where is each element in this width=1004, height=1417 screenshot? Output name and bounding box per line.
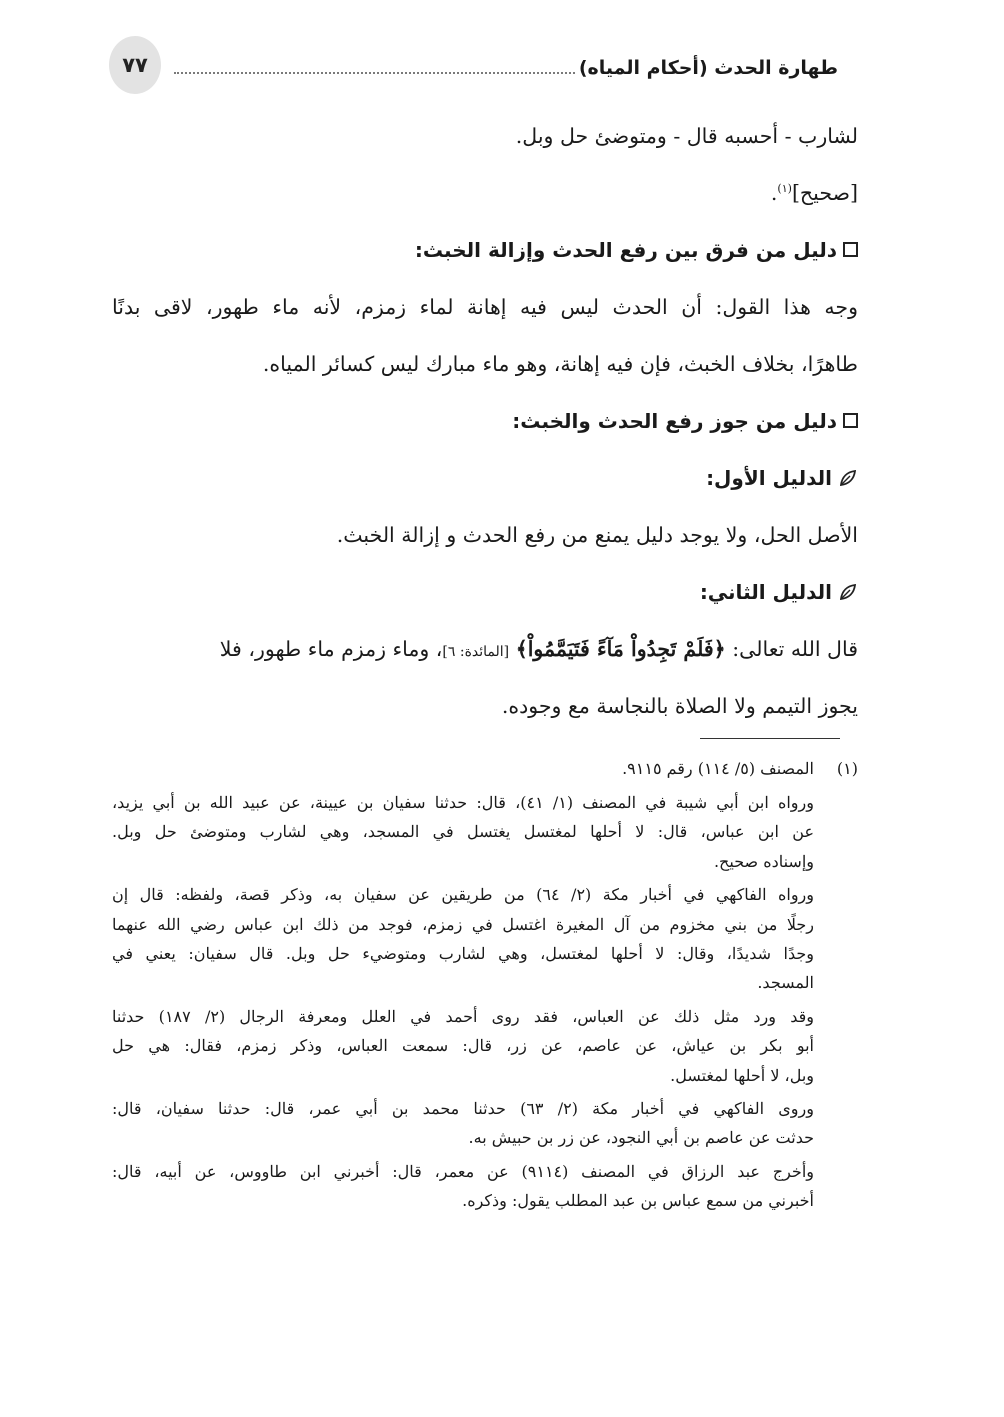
section-heading <box>112 222 858 279</box>
text-line: وجه هذا القول: أن الحدث ليس فيه إهانة لماء زمزم، لأنه ماء طهور، لاقى بدنًا <box>112 295 858 319</box>
footnote-marker[interactable]: (١) <box>777 182 792 196</box>
evidence-heading <box>112 450 858 507</box>
checkbox-square-icon <box>843 413 858 428</box>
verse-line <box>112 621 858 678</box>
footnote-line: وإسناده صحيح. <box>713 851 814 871</box>
footnote-line: وأخرج عبد الرزاق في المصنف (٩١١٤) عن معمر، قال: أخبرني ابن طاووس، عن أبيه، قال: <box>112 1161 814 1181</box>
evidence-heading-text: الدليل الأول: <box>706 466 832 490</box>
evidence-heading <box>112 564 858 621</box>
footnote-line: حدثت عن عاصم بن أبي النجود، عن زر بن حبيش به. <box>468 1128 814 1148</box>
evidence-heading-text: الدليل الثاني: <box>699 580 832 604</box>
running-header <box>174 50 842 86</box>
footnote-line: وجدًا شديدًا، وقال: لا أحلها لمغتسل، وهي لشارب ومتوضيء حل وبل. قال سفيان: يعني في <box>112 943 814 963</box>
footnote-line: وقد ورد مثل ذلك عن العباس، فقد روى أحمد في العلل ومعرفة الرجال (٢/ ١٨٧) حدثنا <box>112 1006 814 1026</box>
footnote-line: أبو بكر بن عياش، عن عاصم، عن زر، قال: سمعت العباس، وذكر زمزم، فقال: هي حل <box>112 1036 814 1056</box>
footnote-line: ورواه ابن أبي شيبة في المصنف (١/ ٤١)، قال: حدثنا سفيان بن عيينة، عن عبيد الله بن أبي يزيد، <box>112 793 814 812</box>
footnote-line: وبل، لا أحلها لمغتسل. <box>670 1065 814 1085</box>
footnote-source: المصنف (٥/ ١١٤) رقم ٩١١٥. <box>622 759 814 778</box>
section-heading <box>112 393 858 450</box>
section-heading-text: دليل من فرق بين رفع الحدث وإزالة الخبث: <box>414 238 837 262</box>
text-line: يجوز التيمم ولا الصلاة بالنجاسة مع وجوده. <box>501 694 858 718</box>
footnote-separator <box>700 738 840 739</box>
checkbox-square-icon <box>843 242 858 257</box>
page-number: ٧٧ <box>109 36 161 94</box>
verdict-text: [صحيح] <box>791 181 858 205</box>
section-heading-text: دليل من جوز رفع الحدث والخبث: <box>512 409 837 433</box>
footnote-1 <box>112 750 858 788</box>
footnote-line: ورواه الفاكهي في أخبار مكة (٢/ ٦٤) من طريقين عن سفيان به، وذكر قصة، ولفظه: قال إن <box>112 885 815 905</box>
footnote-line: وروى الفاكهي في أخبار مكة (٢/ ٦٣) حدثنا محمد بن أبي عمر، قال: حدثنا سفيان، قال: <box>112 1098 814 1118</box>
text-line: الأصل الحل، ولا يوجد دليل يمنع من رفع الحدث و إزالة الخبث. <box>336 523 858 547</box>
leaf-icon <box>838 468 858 488</box>
text-line: طاهرًا، بخلاف الخبث، فإن فيه إهانة، وهو ماء مبارك ليس كسائر المياه. <box>262 352 858 376</box>
footnotes <box>112 750 858 1215</box>
running-title: طهارة الحدث (أحكام المياه) <box>578 57 838 79</box>
footnote-line: المسجد. <box>757 973 814 993</box>
verdict-period: . <box>770 181 778 205</box>
text-line: لشارب - أحسبه قال - ومتوضئ حل وبل. <box>515 124 858 148</box>
verdict-line <box>112 165 858 222</box>
header-dots-left <box>174 72 575 74</box>
main-text <box>112 108 858 735</box>
verse-reference: [المائدة: ٦] <box>442 644 510 660</box>
footnote-line: أخبرني من سمع عباس بن عبد المطلب يقول: وذكره. <box>462 1191 814 1211</box>
verse-intro: قال الله تعالى: <box>732 637 858 661</box>
leaf-icon <box>838 582 858 602</box>
footnote-line: عن ابن عباس، قال: لا أحلها لمغتسل يغتسل في المسجد، وهي لشارب ومتوضئ حل وبل. <box>112 822 814 842</box>
quran-verse: ﴿فَلَمْ تَجِدُواْ مَآءً فَتَيَمَّمُواْ﴾ <box>515 637 726 661</box>
footnote-line: رجلًا من بني مخزوم من آل المغيرة اغتسل في زمزم، فوجد من ذلك ابن عباس رضي الله عنهما <box>112 914 814 934</box>
footnote-number: (١) <box>836 759 858 778</box>
verse-continuation: ، وماء زمزم ماء طهور، فلا <box>219 637 443 661</box>
